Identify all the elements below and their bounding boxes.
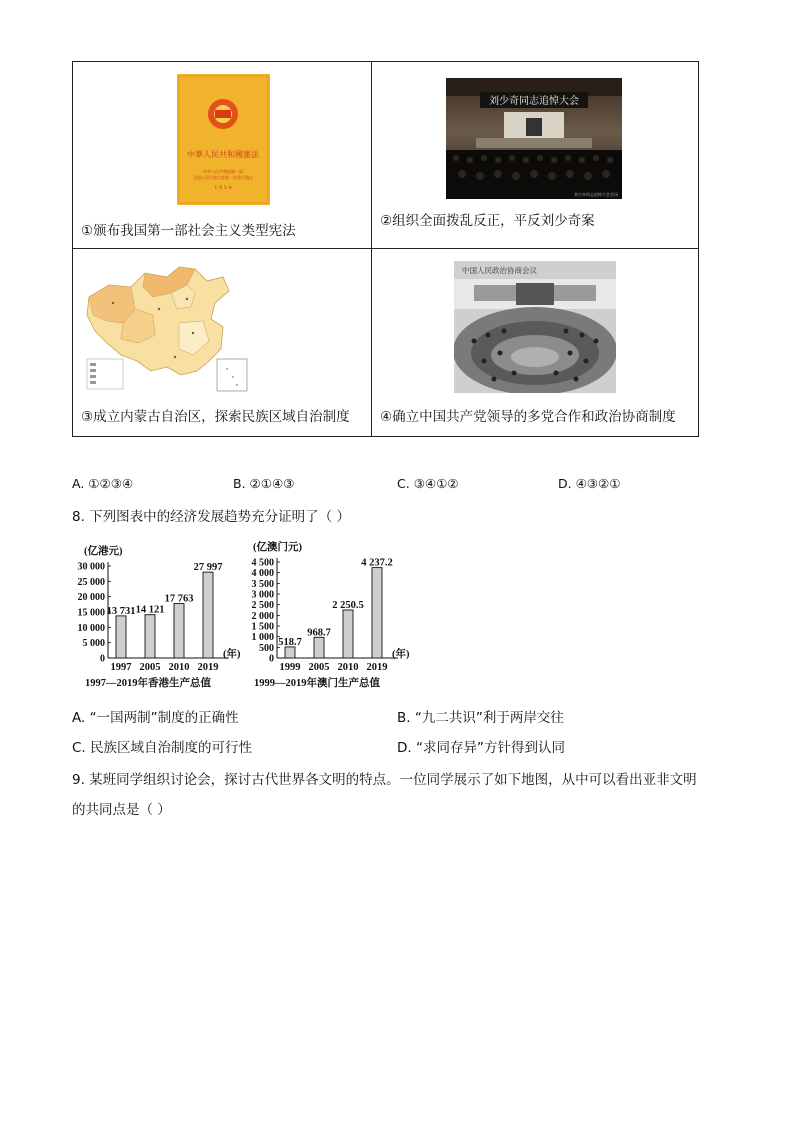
- south-sea-inset: [217, 359, 247, 391]
- cell-memorial: [372, 62, 699, 249]
- q8-option-a[interactable]: A. “一国两制”制度的正确性: [72, 710, 239, 726]
- y-tick-label: 2 500: [251, 600, 274, 612]
- x-tick-label: 2010: [168, 662, 190, 673]
- x-axis-label: (年): [392, 649, 410, 660]
- x-tick-label: 2005: [139, 662, 161, 673]
- q7-option-c[interactable]: C. ③④①②: [397, 476, 459, 491]
- svg-text:刘少奇同志追悼大会会场: 刘少奇同志追悼大会会场: [574, 192, 618, 197]
- data-label: 2 250.5: [332, 599, 364, 611]
- svg-text:全国人民代表大会第一次会议通过: 全国人民代表大会第一次会议通过: [193, 175, 253, 180]
- data-label: 14 121: [135, 604, 165, 616]
- y-tick-label: 3 500: [251, 578, 274, 590]
- q9-stem-line1: 9. 某班同学组织讨论会，探讨古代世界各文明的特点。一位同学展示了如下地图，从中可以看出亚非文明: [72, 772, 697, 788]
- y-tick-label: 10 000: [77, 622, 105, 634]
- data-label: 13 731: [106, 605, 136, 617]
- constitution-book-image: [177, 74, 270, 205]
- x-tick-label: 1997: [110, 662, 132, 673]
- y-tick-label: 25 000: [77, 576, 105, 588]
- q7-option-a[interactable]: A. ①②③④: [72, 476, 134, 491]
- svg-text:1 9 5 4: 1 9 5 4: [214, 185, 232, 191]
- x-tick-label: 2010: [337, 662, 359, 673]
- china-map-image: [83, 263, 251, 393]
- data-label: 4 237.2: [361, 557, 393, 569]
- y-tick-label: 4 000: [251, 568, 274, 580]
- x-tick-label: 2019: [366, 662, 388, 673]
- y-tick-label: 15 000: [77, 607, 105, 619]
- bar: [116, 616, 126, 658]
- svg-text:中国人民政治协商会议: 中国人民政治协商会议: [462, 266, 537, 275]
- svg-text:中华人民共和国第一届: 中华人民共和国第一届: [203, 169, 243, 174]
- caption-2: ②组织全面拨乱反正，平反刘少奇案: [380, 213, 595, 229]
- y-tick-label: 2 000: [251, 610, 274, 622]
- y-tick-label: 20 000: [77, 592, 105, 604]
- y-tick-label: 4 500: [251, 557, 274, 569]
- bar: [203, 572, 213, 658]
- x-tick-label: 1999: [279, 662, 301, 673]
- caption-1: ①颁布我国第一部社会主义类型宪法: [81, 223, 296, 239]
- bar: [343, 610, 353, 658]
- y-tick-label: 1 500: [251, 621, 274, 633]
- y-tick-label: 0: [100, 653, 105, 665]
- memorial-photo: [446, 78, 622, 199]
- data-label: 518.7: [278, 636, 302, 648]
- q8-option-d[interactable]: D. “求同存异”方针得到认同: [397, 740, 565, 756]
- bar: [174, 604, 184, 658]
- y-tick-label: 1 000: [251, 632, 274, 644]
- cppcc-photo: [454, 261, 616, 393]
- chart-title: 1997—2019年香港生产总值: [85, 678, 211, 689]
- book-title: 中華人民共和國憲法: [187, 150, 259, 159]
- chart-title: 1999—2019年澳门生产总值: [254, 678, 380, 689]
- caption-3: ③成立内蒙古自治区，探索民族区域自治制度: [81, 409, 350, 425]
- q7-option-d[interactable]: D. ④③②①: [558, 476, 621, 491]
- data-label: 27 997: [193, 562, 223, 574]
- memorial-banner: 刘少奇同志追悼大会: [489, 96, 579, 107]
- hk-gdp-chart: [78, 544, 241, 689]
- q7-option-b[interactable]: B. ②①④③: [233, 476, 295, 491]
- bar: [314, 637, 324, 658]
- q8-option-c[interactable]: C. 民族区域自治制度的可行性: [72, 740, 253, 756]
- bar: [285, 647, 295, 658]
- cell-map: [73, 249, 372, 437]
- data-label: 968.7: [307, 627, 331, 639]
- y-tick-label: 500: [259, 642, 274, 654]
- x-tick-label: 2005: [308, 662, 330, 673]
- q9-stem-line2: 的共同点是（ ）: [72, 802, 171, 818]
- caption-4: ④确立中国共产党领导的多党合作和政治协商制度: [380, 409, 676, 425]
- y-tick-label: 30 000: [77, 561, 105, 573]
- gdp-charts: [72, 534, 412, 694]
- y-tick-label: 0: [269, 653, 274, 665]
- q8-option-b[interactable]: B. “九二共识”利于两岸交往: [397, 710, 564, 726]
- y-axis-label: (亿港元): [84, 546, 123, 557]
- x-axis-label: (年): [223, 649, 241, 660]
- y-tick-label: 3 000: [251, 589, 274, 601]
- data-label: 17 763: [164, 593, 194, 605]
- bar: [145, 615, 155, 658]
- cell-constitution: [73, 62, 372, 249]
- y-axis-label: (亿澳门元): [253, 542, 302, 553]
- image-table: [72, 61, 699, 437]
- q8-stem: 8. 下列图表中的经济发展趋势充分证明了（ ）: [72, 509, 350, 525]
- bar: [372, 568, 382, 658]
- x-tick-label: 2019: [197, 662, 219, 673]
- cell-cppcc: [372, 249, 699, 437]
- y-tick-label: 5 000: [82, 638, 105, 650]
- macau-gdp-chart: [252, 540, 410, 689]
